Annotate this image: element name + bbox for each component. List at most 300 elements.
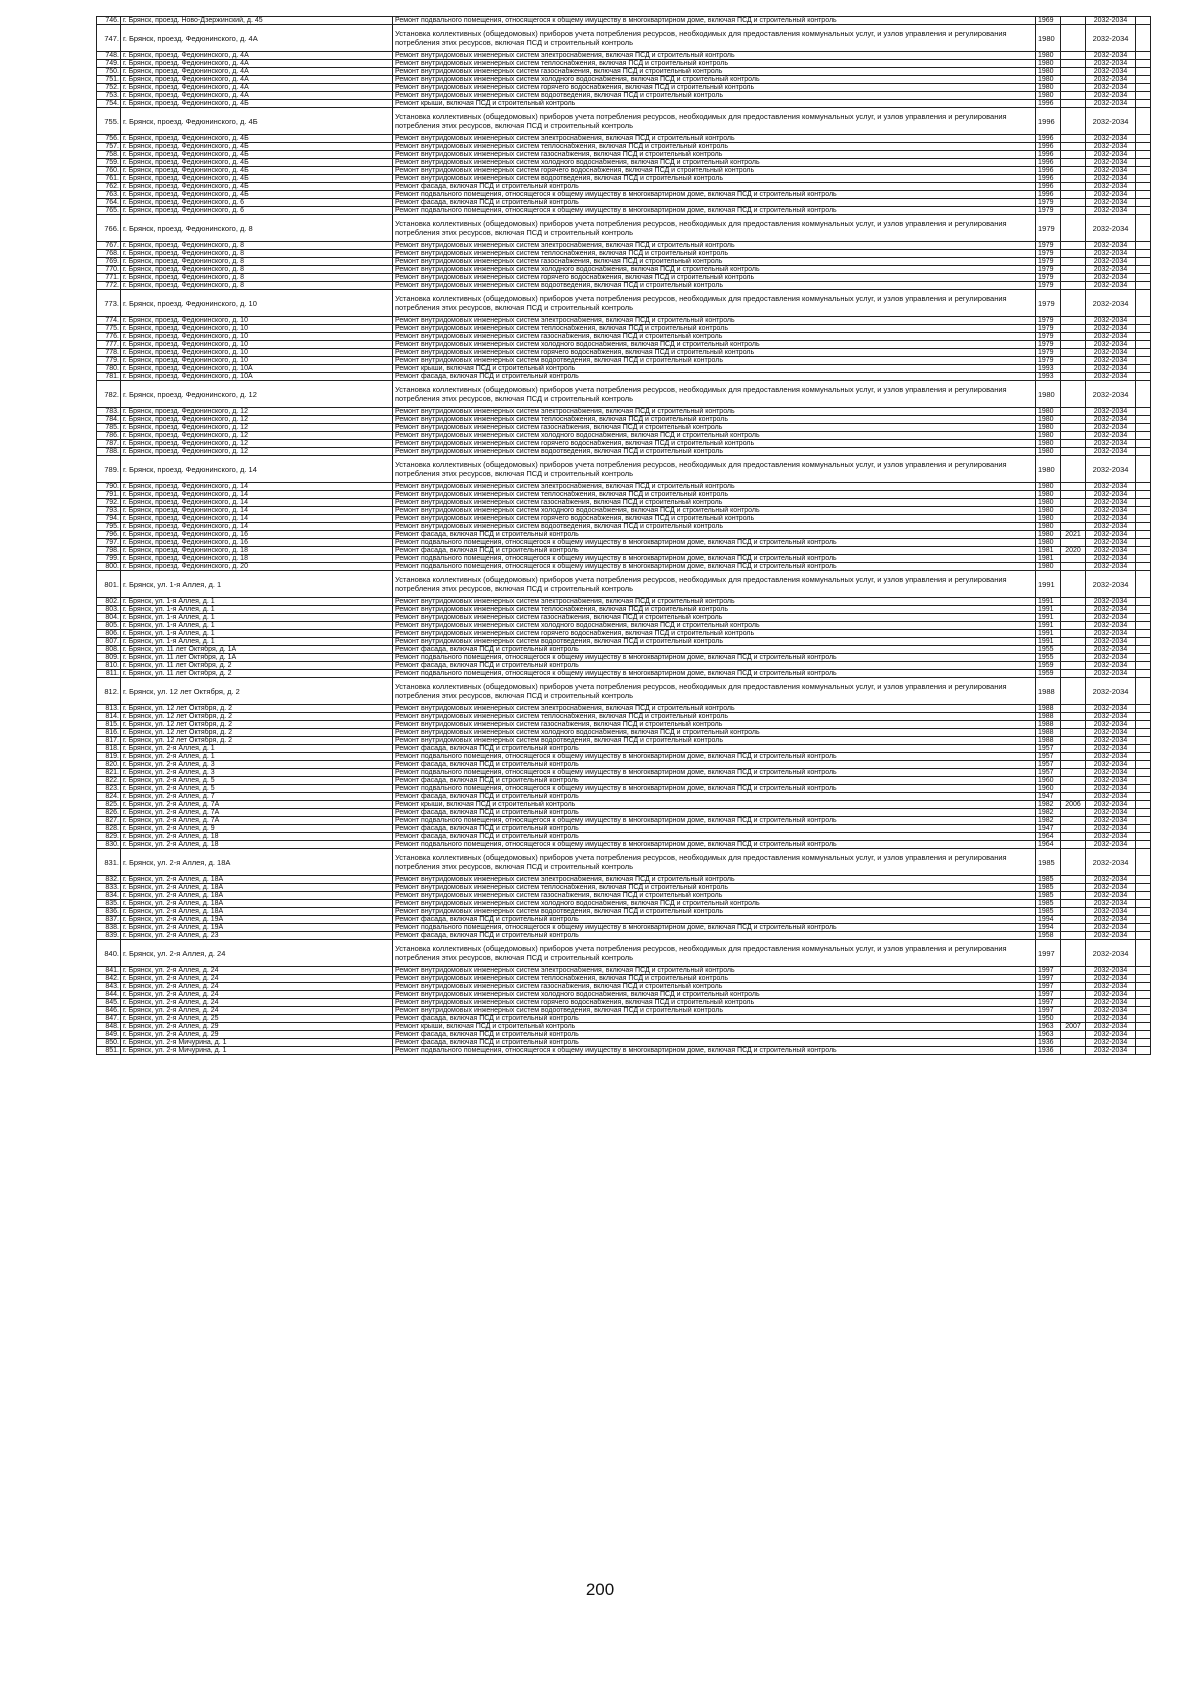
row-last-repair-year	[1061, 638, 1086, 646]
row-extra-cell	[1136, 614, 1151, 622]
row-number: 756.	[97, 135, 121, 143]
row-work-type: Ремонт фасада, включая ПСД и строительный контроль	[393, 825, 1036, 833]
row-work-type: Ремонт внутридомовых инженерных систем теплоснабжения, включая ПСД и строительный контроль	[393, 60, 1036, 68]
row-number: 846.	[97, 1007, 121, 1015]
row-extra-cell	[1136, 713, 1151, 721]
row-last-repair-year	[1061, 52, 1086, 60]
row-number: 760.	[97, 167, 121, 175]
row-work-type: Ремонт внутридомовых инженерных систем водоотведения, включая ПСД и строительный контроль	[393, 908, 1036, 916]
row-planned-period: 2032-2034	[1086, 84, 1136, 92]
table-row	[97, 76, 1151, 84]
row-planned-period: 2032-2034	[1086, 52, 1136, 60]
row-planned-period: 2032-2034	[1086, 100, 1136, 108]
row-last-repair-year	[1061, 183, 1086, 191]
row-number: 835.	[97, 900, 121, 908]
row-address: г. Брянск, проезд. Федюнинского, д. 14	[121, 523, 393, 531]
table-row	[97, 975, 1151, 983]
row-build-year: 1988	[1036, 678, 1061, 705]
row-work-type: Ремонт внутридомовых инженерных систем холодного водоснабжения, включая ПСД и строительный контроль	[393, 266, 1036, 274]
row-address: г. Брянск, проезд. Федюнинского, д. 4Б	[121, 143, 393, 151]
row-address: г. Брянск, ул. 2-я Аллея, д. 19А	[121, 916, 393, 924]
row-planned-period: 2032-2034	[1086, 940, 1136, 967]
row-last-repair-year	[1061, 357, 1086, 365]
row-planned-period: 2032-2034	[1086, 416, 1136, 424]
row-address: г. Брянск, ул. 2-я Аллея, д. 18	[121, 841, 393, 849]
row-number: 822.	[97, 777, 121, 785]
row-last-repair-year	[1061, 769, 1086, 777]
table-row	[97, 1039, 1151, 1047]
row-build-year: 1980	[1036, 25, 1061, 52]
row-planned-period: 2032-2034	[1086, 199, 1136, 207]
row-build-year: 1991	[1036, 614, 1061, 622]
row-last-repair-year	[1061, 167, 1086, 175]
row-number: 784.	[97, 416, 121, 424]
row-planned-period: 2032-2034	[1086, 282, 1136, 290]
row-number: 826.	[97, 809, 121, 817]
row-planned-period: 2032-2034	[1086, 440, 1136, 448]
row-address: г. Брянск, проезд. Федюнинского, д. 14	[121, 507, 393, 515]
row-work-type: Ремонт подвального помещения, относящегося к общему имуществу в многоквартирном доме, включая ПСД и строительный контроль	[393, 769, 1036, 777]
row-extra-cell	[1136, 761, 1151, 769]
row-number: 841.	[97, 967, 121, 975]
row-number: 747.	[97, 25, 121, 52]
row-number: 832.	[97, 876, 121, 884]
row-last-repair-year	[1061, 849, 1086, 876]
table-row	[97, 135, 1151, 143]
table-row	[97, 622, 1151, 630]
row-planned-period: 2032-2034	[1086, 1023, 1136, 1031]
table-row	[97, 325, 1151, 333]
row-extra-cell	[1136, 598, 1151, 606]
row-planned-period: 2032-2034	[1086, 721, 1136, 729]
row-extra-cell	[1136, 151, 1151, 159]
row-number: 786.	[97, 432, 121, 440]
row-last-repair-year	[1061, 483, 1086, 491]
row-number: 849.	[97, 1031, 121, 1039]
row-extra-cell	[1136, 833, 1151, 841]
row-address: г. Брянск, проезд. Федюнинского, д. 10А	[121, 365, 393, 373]
row-extra-cell	[1136, 817, 1151, 825]
row-extra-cell	[1136, 424, 1151, 432]
row-last-repair-year	[1061, 207, 1086, 215]
row-address: г. Брянск, проезд. Федюнинского, д. 10	[121, 341, 393, 349]
row-address: г. Брянск, проезд. Федюнинского, д. 4Б	[121, 135, 393, 143]
row-work-type: Ремонт фасада, включая ПСД и строительный контроль	[393, 531, 1036, 539]
row-extra-cell	[1136, 785, 1151, 793]
table-row	[97, 416, 1151, 424]
row-work-type: Ремонт внутридомовых инженерных систем теплоснабжения, включая ПСД и строительный контроль	[393, 143, 1036, 151]
row-work-type: Ремонт крыши, включая ПСД и строительный контроль	[393, 801, 1036, 809]
row-last-repair-year	[1061, 555, 1086, 563]
row-number: 774.	[97, 317, 121, 325]
row-last-repair-year	[1061, 606, 1086, 614]
row-number: 752.	[97, 84, 121, 92]
row-extra-cell	[1136, 884, 1151, 892]
row-work-type: Ремонт подвального помещения, относящегося к общему имуществу в многоквартирном доме, включая ПСД и строительный контроль	[393, 563, 1036, 571]
row-build-year: 1980	[1036, 52, 1061, 60]
table-row	[97, 876, 1151, 884]
row-address: г. Брянск, проезд. Федюнинского, д. 12	[121, 424, 393, 432]
row-build-year: 1991	[1036, 630, 1061, 638]
row-work-type: Ремонт внутридомовых инженерных систем теплоснабжения, включая ПСД и строительный контроль	[393, 325, 1036, 333]
row-number: 842.	[97, 975, 121, 983]
row-address: г. Брянск, проезд. Федюнинского, д. 12	[121, 440, 393, 448]
row-extra-cell	[1136, 916, 1151, 924]
row-planned-period: 2032-2034	[1086, 825, 1136, 833]
table-row	[97, 84, 1151, 92]
row-extra-cell	[1136, 999, 1151, 1007]
row-extra-cell	[1136, 646, 1151, 654]
row-extra-cell	[1136, 670, 1151, 678]
row-address: г. Брянск, проезд. Федюнинского, д. 12	[121, 432, 393, 440]
table-row	[97, 769, 1151, 777]
row-build-year: 1959	[1036, 662, 1061, 670]
row-planned-period: 2032-2034	[1086, 531, 1136, 539]
row-address: г. Брянск, проезд. Федюнинского, д. 4Б	[121, 100, 393, 108]
row-extra-cell	[1136, 555, 1151, 563]
row-number: 802.	[97, 598, 121, 606]
table-row	[97, 555, 1151, 563]
row-last-repair-year	[1061, 424, 1086, 432]
row-address: г. Брянск, ул. 2-я Аллея, д. 3	[121, 769, 393, 777]
row-work-type: Ремонт внутридомовых инженерных систем электроснабжения, включая ПСД и строительный контроль	[393, 705, 1036, 713]
table-row	[97, 1031, 1151, 1039]
table-row	[97, 207, 1151, 215]
row-extra-cell	[1136, 491, 1151, 499]
row-last-repair-year	[1061, 151, 1086, 159]
row-work-type: Ремонт подвального помещения, относящегося к общему имуществу в многоквартирном доме, включая ПСД и строительный контроль	[393, 654, 1036, 662]
table-row	[97, 491, 1151, 499]
row-extra-cell	[1136, 531, 1151, 539]
row-extra-cell	[1136, 199, 1151, 207]
row-build-year: 1996	[1036, 183, 1061, 191]
row-extra-cell	[1136, 630, 1151, 638]
row-planned-period: 2032-2034	[1086, 175, 1136, 183]
row-work-type: Ремонт внутридомовых инженерных систем горячего водоснабжения, включая ПСД и строительный контроль	[393, 515, 1036, 523]
table-row	[97, 678, 1151, 705]
row-planned-period: 2032-2034	[1086, 1031, 1136, 1039]
row-extra-cell	[1136, 191, 1151, 199]
row-build-year: 1985	[1036, 908, 1061, 916]
row-extra-cell	[1136, 183, 1151, 191]
row-extra-cell	[1136, 1031, 1151, 1039]
row-address: г. Брянск, проезд. Федюнинского, д. 10	[121, 317, 393, 325]
row-number: 827.	[97, 817, 121, 825]
row-build-year: 1982	[1036, 801, 1061, 809]
row-work-type: Ремонт внутридомовых инженерных систем водоотведения, включая ПСД и строительный контроль	[393, 357, 1036, 365]
row-address: г. Брянск, ул. 12 лет Октября, д. 2	[121, 678, 393, 705]
row-work-type: Ремонт фасада, включая ПСД и строительный контроль	[393, 793, 1036, 801]
row-number: 772.	[97, 282, 121, 290]
row-last-repair-year	[1061, 785, 1086, 793]
row-build-year: 1980	[1036, 539, 1061, 547]
table-row	[97, 282, 1151, 290]
table-row	[97, 408, 1151, 416]
row-address: г. Брянск, ул. 11 лет Октября, д. 1А	[121, 646, 393, 654]
row-address: г. Брянск, проезд. Федюнинского, д. 4Б	[121, 191, 393, 199]
row-work-type: Установка коллективных (общедомовых) приборов учета потребления ресурсов, необходимых для предоставления коммунальных услуг, и узлов управления и регулирования потребления этих ресурсов, включая ПСД и строительный контроль	[393, 849, 1036, 876]
row-planned-period: 2032-2034	[1086, 242, 1136, 250]
table-row	[97, 17, 1151, 25]
row-address: г. Брянск, проезд. Федюнинского, д. 4А	[121, 92, 393, 100]
row-address: г. Брянск, проезд. Федюнинского, д. 12	[121, 408, 393, 416]
row-extra-cell	[1136, 876, 1151, 884]
table-row	[97, 60, 1151, 68]
table-row	[97, 183, 1151, 191]
row-address: г. Брянск, проезд. Федюнинского, д. 4Б	[121, 159, 393, 167]
row-extra-cell	[1136, 357, 1151, 365]
row-number: 779.	[97, 357, 121, 365]
table-row	[97, 274, 1151, 282]
table-row	[97, 571, 1151, 598]
row-build-year: 1955	[1036, 654, 1061, 662]
row-build-year: 1997	[1036, 983, 1061, 991]
row-address: г. Брянск, проезд. Федюнинского, д. 20	[121, 563, 393, 571]
row-address: г. Брянск, проезд. Федюнинского, д. 14	[121, 499, 393, 507]
row-extra-cell	[1136, 622, 1151, 630]
row-build-year: 1936	[1036, 1039, 1061, 1047]
row-number: 782.	[97, 381, 121, 408]
row-build-year: 1980	[1036, 491, 1061, 499]
row-build-year: 1980	[1036, 531, 1061, 539]
row-work-type: Ремонт внутридомовых инженерных систем электроснабжения, включая ПСД и строительный контроль	[393, 52, 1036, 60]
row-planned-period: 2032-2034	[1086, 135, 1136, 143]
row-last-repair-year	[1061, 325, 1086, 333]
table-row	[97, 983, 1151, 991]
row-work-type: Ремонт внутридомовых инженерных систем газоснабжения, включая ПСД и строительный контроль	[393, 424, 1036, 432]
table-row	[97, 1015, 1151, 1023]
row-last-repair-year	[1061, 108, 1086, 135]
row-work-type: Ремонт внутридомовых инженерных систем электроснабжения, включая ПСД и строительный контроль	[393, 408, 1036, 416]
table-row	[97, 448, 1151, 456]
table-row	[97, 108, 1151, 135]
row-build-year: 1980	[1036, 440, 1061, 448]
row-planned-period: 2032-2034	[1086, 817, 1136, 825]
row-build-year: 1979	[1036, 341, 1061, 349]
row-extra-cell	[1136, 76, 1151, 84]
row-address: г. Брянск, ул. 2-я Аллея, д. 7А	[121, 817, 393, 825]
row-build-year: 1980	[1036, 456, 1061, 483]
work-schedule-table	[96, 16, 1150, 1055]
row-build-year: 1996	[1036, 159, 1061, 167]
row-number: 798.	[97, 547, 121, 555]
row-planned-period: 2032-2034	[1086, 737, 1136, 745]
row-number: 818.	[97, 745, 121, 753]
row-address: г. Брянск, ул. 2-я Аллея, д. 24	[121, 967, 393, 975]
row-number: 839.	[97, 932, 121, 940]
row-work-type: Ремонт подвального помещения, относящегося к общему имуществу в многоквартирном доме, включая ПСД и строительный контроль	[393, 817, 1036, 825]
table-row	[97, 916, 1151, 924]
row-number: 759.	[97, 159, 121, 167]
row-work-type: Ремонт подвального помещения, относящегося к общему имуществу в многоквартирном доме, включая ПСД и строительный контроль	[393, 555, 1036, 563]
row-extra-cell	[1136, 721, 1151, 729]
row-planned-period: 2032-2034	[1086, 448, 1136, 456]
row-last-repair-year	[1061, 92, 1086, 100]
row-planned-period: 2032-2034	[1086, 1039, 1136, 1047]
row-last-repair-year	[1061, 317, 1086, 325]
row-work-type: Установка коллективных (общедомовых) приборов учета потребления ресурсов, необходимых для предоставления коммунальных услуг, и узлов управления и регулирования потребления этих ресурсов, включая ПСД и строительный контроль	[393, 215, 1036, 242]
row-number: 824.	[97, 793, 121, 801]
row-extra-cell	[1136, 801, 1151, 809]
row-number: 794.	[97, 515, 121, 523]
table-row	[97, 215, 1151, 242]
row-build-year: 1980	[1036, 523, 1061, 531]
row-extra-cell	[1136, 167, 1151, 175]
row-number: 834.	[97, 892, 121, 900]
row-address: г. Брянск, ул. 1-я Аллея, д. 1	[121, 598, 393, 606]
row-address: г. Брянск, ул. 12 лет Октября, д. 2	[121, 737, 393, 745]
row-extra-cell	[1136, 159, 1151, 167]
row-build-year: 1994	[1036, 924, 1061, 932]
row-planned-period: 2032-2034	[1086, 266, 1136, 274]
row-extra-cell	[1136, 440, 1151, 448]
row-build-year: 1985	[1036, 900, 1061, 908]
row-extra-cell	[1136, 523, 1151, 531]
row-work-type: Ремонт внутридомовых инженерных систем электроснабжения, включая ПСД и строительный контроль	[393, 135, 1036, 143]
row-planned-period: 2032-2034	[1086, 598, 1136, 606]
row-extra-cell	[1136, 769, 1151, 777]
row-last-repair-year	[1061, 250, 1086, 258]
row-address: г. Брянск, ул. 2-я Аллея, д. 1	[121, 753, 393, 761]
row-work-type: Ремонт фасада, включая ПСД и строительный контроль	[393, 662, 1036, 670]
table-row	[97, 606, 1151, 614]
row-planned-period: 2032-2034	[1086, 167, 1136, 175]
row-planned-period: 2032-2034	[1086, 932, 1136, 940]
row-number: 757.	[97, 143, 121, 151]
table-row	[97, 365, 1151, 373]
row-extra-cell	[1136, 678, 1151, 705]
table-row	[97, 258, 1151, 266]
row-build-year: 1957	[1036, 753, 1061, 761]
row-address: г. Брянск, ул. 12 лет Октября, д. 2	[121, 721, 393, 729]
row-work-type: Ремонт внутридомовых инженерных систем холодного водоснабжения, включая ПСД и строительный контроль	[393, 76, 1036, 84]
row-extra-cell	[1136, 638, 1151, 646]
row-address: г. Брянск, ул. 2-я Аллея, д. 24	[121, 983, 393, 991]
row-last-repair-year	[1061, 456, 1086, 483]
row-build-year: 1996	[1036, 151, 1061, 159]
row-number: 763.	[97, 191, 121, 199]
row-build-year: 1960	[1036, 777, 1061, 785]
row-build-year: 1985	[1036, 884, 1061, 892]
row-work-type: Ремонт внутридомовых инженерных систем электроснабжения, включая ПСД и строительный контроль	[393, 317, 1036, 325]
row-work-type: Ремонт подвального помещения, относящегося к общему имуществу в многоквартирном доме, включая ПСД и строительный контроль	[393, 924, 1036, 932]
row-work-type: Ремонт фасада, включая ПСД и строительный контроль	[393, 1031, 1036, 1039]
row-address: г. Брянск, ул. 1-я Аллея, д. 1	[121, 638, 393, 646]
row-planned-period: 2032-2034	[1086, 507, 1136, 515]
row-address: г. Брянск, проезд. Федюнинского, д. 4А	[121, 76, 393, 84]
row-work-type: Ремонт внутридомовых инженерных систем электроснабжения, включая ПСД и строительный контроль	[393, 598, 1036, 606]
row-build-year: 1981	[1036, 547, 1061, 555]
row-address: г. Брянск, ул. 1-я Аллея, д. 1	[121, 614, 393, 622]
table-row	[97, 1007, 1151, 1015]
row-last-repair-year	[1061, 614, 1086, 622]
row-extra-cell	[1136, 242, 1151, 250]
row-last-repair-year	[1061, 523, 1086, 531]
row-build-year: 1993	[1036, 373, 1061, 381]
row-planned-period: 2032-2034	[1086, 151, 1136, 159]
table-row	[97, 793, 1151, 801]
row-extra-cell	[1136, 290, 1151, 317]
row-work-type: Ремонт внутридомовых инженерных систем горячего водоснабжения, включая ПСД и строительный контроль	[393, 167, 1036, 175]
row-number: 776.	[97, 333, 121, 341]
row-build-year: 1980	[1036, 507, 1061, 515]
table-body	[97, 17, 1151, 1055]
table-row	[97, 900, 1151, 908]
row-extra-cell	[1136, 539, 1151, 547]
row-extra-cell	[1136, 408, 1151, 416]
row-number: 828.	[97, 825, 121, 833]
row-address: г. Брянск, ул. 11 лет Октября, д. 1А	[121, 654, 393, 662]
row-last-repair-year	[1061, 809, 1086, 817]
row-build-year: 1988	[1036, 705, 1061, 713]
row-last-repair-year	[1061, 381, 1086, 408]
row-build-year: 1980	[1036, 416, 1061, 424]
row-address: г. Брянск, проезд. Федюнинского, д. 16	[121, 539, 393, 547]
row-build-year: 1982	[1036, 817, 1061, 825]
row-address: г. Брянск, проезд. Федюнинского, д. 10	[121, 357, 393, 365]
row-planned-period: 2032-2034	[1086, 547, 1136, 555]
row-address: г. Брянск, ул. 2-я Аллея, д. 9	[121, 825, 393, 833]
row-extra-cell	[1136, 175, 1151, 183]
row-extra-cell	[1136, 483, 1151, 491]
row-work-type: Ремонт подвального помещения, относящегося к общему имуществу в многоквартирном доме, включая ПСД и строительный контроль	[393, 207, 1036, 215]
row-extra-cell	[1136, 777, 1151, 785]
row-extra-cell	[1136, 499, 1151, 507]
row-number: 829.	[97, 833, 121, 841]
row-address: г. Брянск, ул. 12 лет Октября, д. 2	[121, 705, 393, 713]
row-address: г. Брянск, ул. 2-я Аллея, д. 5	[121, 777, 393, 785]
row-last-repair-year	[1061, 143, 1086, 151]
row-work-type: Ремонт фасада, включая ПСД и строительный контроль	[393, 547, 1036, 555]
row-work-type: Ремонт фасада, включая ПСД и строительный контроль	[393, 199, 1036, 207]
row-planned-period: 2032-2034	[1086, 432, 1136, 440]
row-address: г. Брянск, ул. 2-я Аллея, д. 3	[121, 761, 393, 769]
row-number: 803.	[97, 606, 121, 614]
row-build-year: 1979	[1036, 349, 1061, 357]
row-number: 768.	[97, 250, 121, 258]
row-address: г. Брянск, проезд. Федюнинского, д. 10	[121, 325, 393, 333]
row-work-type: Установка коллективных (общедомовых) приборов учета потребления ресурсов, необходимых для предоставления коммунальных услуг, и узлов управления и регулирования потребления этих ресурсов, включая ПСД и строительный контроль	[393, 290, 1036, 317]
row-build-year: 1964	[1036, 833, 1061, 841]
row-planned-period: 2032-2034	[1086, 499, 1136, 507]
row-last-repair-year	[1061, 432, 1086, 440]
row-number: 755.	[97, 108, 121, 135]
row-work-type: Ремонт внутридомовых инженерных систем электроснабжения, включая ПСД и строительный контроль	[393, 876, 1036, 884]
row-address: г. Брянск, проезд. Федюнинского, д. 10	[121, 290, 393, 317]
row-last-repair-year	[1061, 571, 1086, 598]
table-row	[97, 333, 1151, 341]
row-work-type: Ремонт внутридомовых инженерных систем газоснабжения, включая ПСД и строительный контроль	[393, 333, 1036, 341]
table-row	[97, 499, 1151, 507]
table-row	[97, 290, 1151, 317]
row-build-year: 1979	[1036, 357, 1061, 365]
row-build-year: 1959	[1036, 670, 1061, 678]
table-row	[97, 52, 1151, 60]
row-last-repair-year	[1061, 25, 1086, 52]
row-address: г. Брянск, проезд. Федюнинского, д. 12	[121, 416, 393, 424]
row-planned-period: 2032-2034	[1086, 884, 1136, 892]
row-work-type: Ремонт внутридомовых инженерных систем теплоснабжения, включая ПСД и строительный контроль	[393, 250, 1036, 258]
row-planned-period: 2032-2034	[1086, 290, 1136, 317]
row-number: 848.	[97, 1023, 121, 1031]
table-row	[97, 705, 1151, 713]
row-last-repair-year	[1061, 539, 1086, 547]
row-extra-cell	[1136, 753, 1151, 761]
row-last-repair-year	[1061, 678, 1086, 705]
row-extra-cell	[1136, 432, 1151, 440]
row-last-repair-year	[1061, 884, 1086, 892]
row-work-type: Ремонт внутридомовых инженерных систем водоотведения, включая ПСД и строительный контроль	[393, 92, 1036, 100]
